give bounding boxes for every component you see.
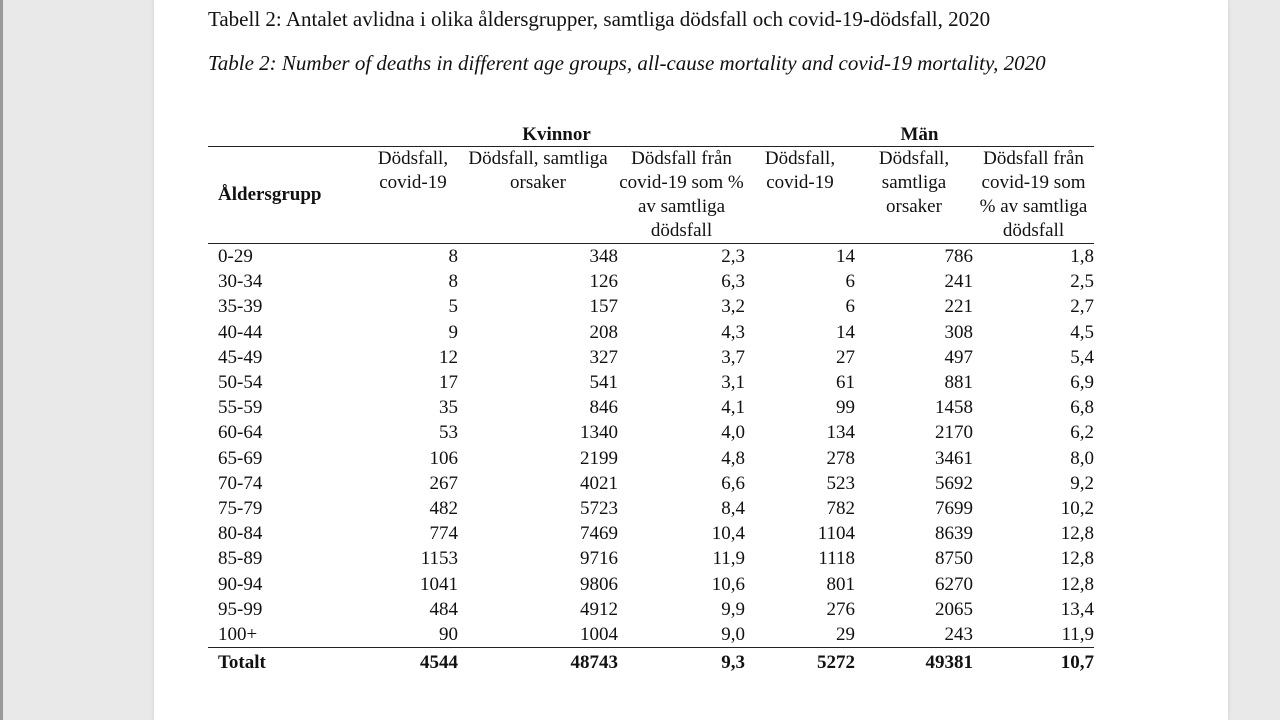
column-header-row (208, 147, 1094, 244)
col-header-men-covid: Dödsfall, covid-19 (764, 148, 836, 193)
cell-men-covid: 134 (826, 422, 855, 444)
cell-men-all: 881 (944, 372, 973, 394)
cell-women-pct: 11,9 (712, 548, 745, 570)
cell-men-pct: 4,5 (1070, 321, 1094, 343)
cell-men-pct: 5,4 (1070, 346, 1094, 368)
cell-men-all: 241 (944, 271, 973, 293)
cell-women-pct: 4,1 (721, 397, 745, 419)
cell-men-all: 786 (944, 246, 973, 268)
cell-women-all: 7469 (580, 523, 618, 545)
deaths-table (208, 122, 1094, 678)
cell-men-covid: 27 (836, 346, 855, 368)
cell-women-covid: 12 (439, 346, 458, 368)
cell-men-pct: 13,4 (1060, 598, 1094, 620)
table-row (208, 471, 1094, 496)
table-row (208, 345, 1094, 370)
table-title-english: Table 2: Number of deaths in different age groups, all-cause mortality and covid-19 mortality, 2020 (208, 51, 1046, 75)
cell-men-covid: 6 (845, 271, 855, 293)
cell-age: 60-64 (218, 422, 263, 444)
cell-men-covid: 1118 (818, 548, 855, 570)
cell-men-pct: 1,8 (1070, 246, 1094, 268)
cell-men-all: 3461 (935, 447, 973, 469)
cell-men-all: 2065 (935, 598, 973, 620)
cell-men-pct: 12,8 (1060, 548, 1094, 570)
cell-age: 75-79 (218, 497, 263, 519)
table-row (208, 446, 1094, 471)
cell-age: 55-59 (218, 397, 263, 419)
table-row (208, 269, 1094, 294)
table-row (208, 521, 1094, 546)
cell-men-pct: 9,2 (1070, 472, 1094, 494)
cell-men-covid: 782 (826, 497, 855, 519)
cell-men-all: 8639 (935, 523, 973, 545)
cell-women-pct: 10,6 (711, 573, 745, 595)
cell-women-covid: 35 (439, 397, 458, 419)
col-header-women-pct: Dödsfall från covid-19 som % av samtliga dödsfall (619, 148, 744, 241)
total-age: Totalt (218, 652, 266, 673)
cell-women-pct: 4,0 (721, 422, 745, 444)
cell-age: 80-84 (218, 523, 263, 545)
group-men: Män (900, 124, 939, 145)
cell-men-pct: 12,8 (1060, 523, 1094, 545)
total-women-covid: 4544 (420, 652, 458, 673)
cell-women-covid: 17 (439, 372, 458, 394)
cell-age: 40-44 (218, 321, 263, 343)
cell-men-all: 221 (944, 296, 973, 318)
cell-women-covid: 774 (429, 523, 458, 545)
col-header-men-pct: Dödsfall från covid-19 som % av samtliga dödsfall (979, 148, 1088, 241)
table-row (208, 546, 1094, 571)
cell-men-covid: 1104 (817, 523, 855, 545)
cell-men-covid: 99 (836, 397, 855, 419)
table-title-swedish: Tabell 2: Antalet avlidna i olika åldersgrupper, samtliga dödsfall och covid-19-dödsfall, 2020 (208, 7, 991, 31)
total-row (208, 648, 1094, 679)
cell-men-covid: 276 (826, 598, 855, 620)
cell-women-covid: 8 (448, 246, 458, 268)
cell-men-all: 5692 (935, 472, 973, 494)
cell-men-covid: 6 (845, 296, 855, 318)
cell-men-covid: 29 (836, 623, 855, 645)
total-women-all: 48743 (570, 652, 618, 673)
cell-women-all: 9806 (580, 573, 618, 595)
total-men-covid: 5272 (817, 652, 855, 673)
cell-men-pct: 6,2 (1070, 422, 1094, 444)
cell-women-all: 208 (589, 321, 618, 343)
cell-men-pct: 11,9 (1061, 623, 1094, 645)
cell-women-all: 4912 (580, 598, 618, 620)
cell-men-covid: 278 (826, 447, 855, 469)
table-row (208, 370, 1094, 395)
cell-age: 90-94 (218, 573, 263, 595)
table-row (208, 395, 1094, 420)
table-row (208, 597, 1094, 622)
cell-men-all: 308 (944, 321, 973, 343)
cell-women-covid: 90 (439, 623, 458, 645)
cell-women-pct: 3,1 (721, 372, 745, 394)
cell-women-pct: 3,7 (721, 346, 745, 368)
cell-men-all: 497 (944, 346, 973, 368)
window-left-edge (0, 0, 3, 720)
cell-women-pct: 10,4 (711, 523, 745, 545)
cell-women-all: 846 (589, 397, 618, 419)
cell-women-all: 541 (589, 372, 618, 394)
cell-men-covid: 801 (826, 573, 855, 595)
table-body (208, 244, 1094, 679)
cell-age: 95-99 (218, 598, 263, 620)
cell-age: 30-34 (218, 271, 263, 293)
cell-women-covid: 8 (448, 271, 458, 293)
cell-men-covid: 14 (836, 246, 855, 268)
cell-men-pct: 8,0 (1070, 447, 1094, 469)
table-row (208, 571, 1094, 596)
cell-women-covid: 482 (429, 497, 458, 519)
cell-age: 65-69 (218, 447, 263, 469)
cell-women-covid: 106 (429, 447, 458, 469)
cell-men-pct: 12,8 (1060, 573, 1094, 595)
cell-women-covid: 9 (448, 321, 458, 343)
cell-women-all: 2199 (580, 447, 618, 469)
cell-men-pct: 2,5 (1070, 271, 1094, 293)
cell-women-pct: 2,3 (721, 246, 745, 268)
cell-age: 50-54 (218, 372, 263, 394)
cell-men-pct: 6,9 (1070, 372, 1094, 394)
cell-women-covid: 1041 (420, 573, 458, 595)
cell-men-all: 7699 (935, 497, 973, 519)
table-row (208, 244, 1094, 270)
cell-women-all: 5723 (580, 497, 618, 519)
cell-women-all: 4021 (580, 472, 618, 494)
cell-men-pct: 6,8 (1070, 397, 1094, 419)
total-women-pct: 9,3 (721, 652, 745, 673)
cell-women-covid: 53 (439, 422, 458, 444)
col-header-women-all: Dödsfall, samtliga orsaker (468, 148, 608, 193)
cell-women-covid: 1153 (420, 548, 458, 570)
total-men-pct: 10,7 (1060, 652, 1094, 673)
cell-women-covid: 267 (429, 472, 458, 494)
cell-age: 100+ (218, 623, 258, 645)
cell-women-pct: 4,3 (721, 321, 745, 343)
cell-men-all: 8750 (935, 548, 973, 570)
cell-women-all: 327 (589, 346, 618, 368)
cell-women-pct: 8,4 (721, 497, 745, 519)
cell-women-all: 1340 (580, 422, 618, 444)
cell-men-pct: 2,7 (1070, 296, 1094, 318)
cell-women-all: 1004 (580, 623, 618, 645)
cell-men-pct: 10,2 (1060, 497, 1094, 519)
cell-women-covid: 484 (429, 598, 458, 620)
cell-age: 85-89 (218, 548, 263, 570)
cell-age: 45-49 (218, 346, 263, 368)
cell-women-pct: 9,9 (721, 598, 745, 620)
col-header-men-all: Dödsfall, samtliga orsaker (878, 148, 950, 217)
cell-women-all: 157 (589, 296, 618, 318)
cell-men-covid: 61 (836, 372, 855, 394)
cell-men-all: 6270 (935, 573, 973, 595)
cell-women-all: 9716 (580, 548, 618, 570)
table-row (208, 496, 1094, 521)
total-men-all: 49381 (925, 652, 973, 673)
cell-women-covid: 5 (448, 296, 458, 318)
cell-age: 35-39 (218, 296, 263, 318)
cell-age: 70-74 (218, 472, 263, 494)
group-spacer (208, 122, 368, 147)
cell-men-all: 2170 (935, 422, 973, 444)
cell-women-all: 126 (589, 271, 618, 293)
cell-women-all: 348 (589, 246, 618, 268)
cell-women-pct: 9,0 (721, 623, 745, 645)
cell-women-pct: 6,3 (721, 271, 745, 293)
group-header-row (208, 122, 1094, 147)
cell-women-pct: 3,2 (721, 296, 745, 318)
group-women: Kvinnor (522, 124, 591, 145)
table-row (208, 420, 1094, 445)
col-header-women-covid: Dödsfall, covid-19 (377, 148, 449, 193)
cell-men-covid: 14 (836, 321, 855, 343)
cell-women-pct: 6,6 (721, 472, 745, 494)
table-row (208, 294, 1094, 319)
cell-men-all: 1458 (935, 397, 973, 419)
cell-women-pct: 4,8 (721, 447, 745, 469)
cell-men-covid: 523 (826, 472, 855, 494)
table-row (208, 320, 1094, 345)
table-row (208, 622, 1094, 648)
cell-age: 0-29 (218, 246, 253, 268)
cell-men-all: 243 (944, 623, 973, 645)
col-header-age: Åldersgrupp (218, 184, 322, 205)
document-page (154, 0, 1228, 720)
